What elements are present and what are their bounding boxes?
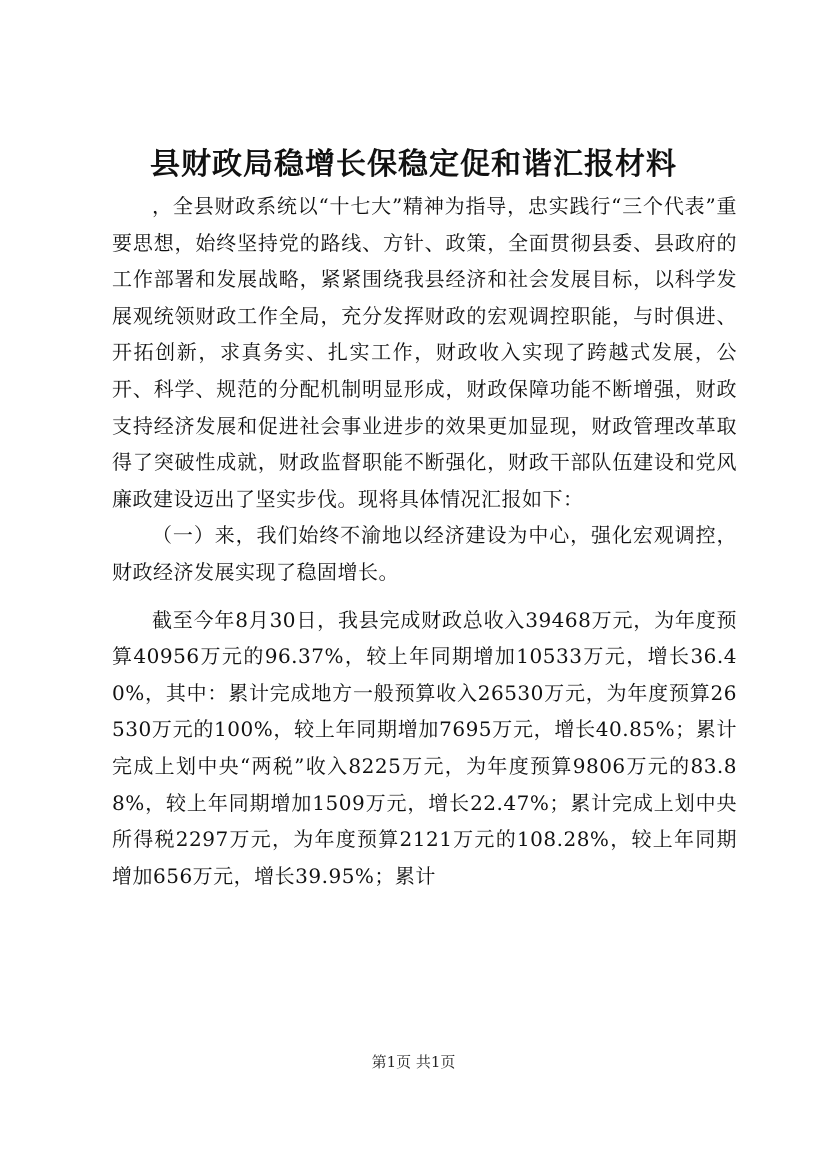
paragraph-section-one: （一）来，我们始终不渝地以经济建设为中心，强化宏观调控，财政经济发展实现了稳固增长。	[112, 523, 737, 584]
page-footer: 第1页 共1页	[371, 1053, 456, 1071]
paragraph-intro: ，全县财政系统以“十七大”精神为指导，忠实践行“三个代表”重要思想，始终坚持党的路线、方针、政策，全面贯彻县委、县政府的工作部署和发展战略，紧紧围绕我县经济和社会发展目标，以科学发展观统领财政工作全局，充分发挥财政的宏观调控职能，与时俱进、开拓创新，求真务实、扎实工作，财政收入实现了跨越式发展，公开、科学、规范的分配机制明显形成，财政保障功能不断增强，财政支持经济发展和促进社会事业进步的效果更加显现，财政管理改革取得了突破性成就，财政监督职能不断强化，财政干部队伍建设和党风廉政建设迈出了坚实步伐。现将具体情况汇报如下：	[112, 194, 737, 511]
paragraph-revenue: 截至今年8月30日，我县完成财政总收入39468万元，为年度预算40956万元的96.37%，较上年同期增加10533万元，增长36.40%，其中：累计完成地方一般预算收入26530万元，为年度预算26530万元的100%，较上年同期增加7695万元，增长40.85%；累计完成上划中央“两税”收入8225万元，为年度预算9806万元的83.88%，较上年同期增加1509万元，增长22.47%；累计完成上划中央所得税2297万元，为年度预算2121万元的108.28%，较上年同期增加656万元，增长39.95%；累计	[112, 607, 737, 888]
paragraph-spacer	[112, 591, 737, 602]
document-title: 县财政局稳增长保稳定促和谐汇报材料	[150, 147, 677, 182]
document-body	[112, 188, 737, 894]
